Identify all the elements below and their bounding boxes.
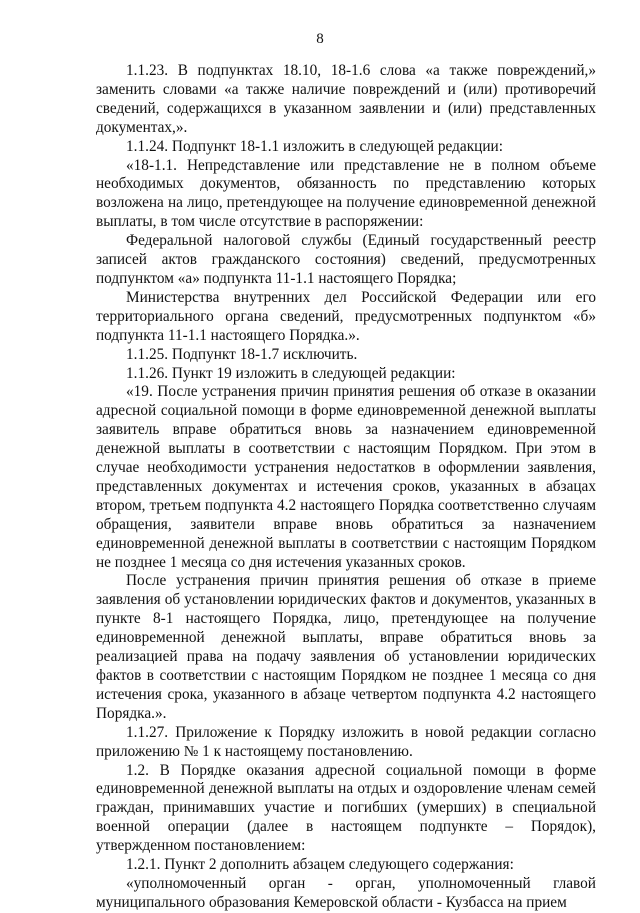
- document-body: [96, 62, 596, 913]
- paragraph-1-1-27: 1.1.27. Приложение к Порядку изложить в новой редакции согласно приложению № 1 к настоящему постановлению.: [96, 723, 596, 760]
- paragraph-tax-service: Федеральной налоговой службы (Единый государственный реестр записей актов гражданского состояния) сведений, предусмотренных подпунктом «а» подпункта 11-1.1 настоящего Порядка;: [96, 232, 596, 287]
- paragraph-1-1-24: 1.1.24. Подпункт 18-1.1 изложить в следующей редакции:: [126, 137, 503, 155]
- paragraph-after-refusal: После устранения причин принятия решения об отказе в приеме заявления об установлении юридических фактов и документов, указанных в пункте 8-1 настоящего Порядка, лицо, претендующее на получение единовременной денежной выплаты, вправе обратиться вновь за реализацией права на подачу заявления об установлении юридических фактов в соответствии с настоящим Порядком не позднее 1 месяца со дня истечения срока, указанного в абзаце четвертом подпункта 4.2 настоящего Порядка.».: [96, 572, 596, 722]
- page-number: 8: [316, 31, 324, 47]
- paragraph-authorized-body: «уполномоченный орган - орган, уполномоченный главой муниципального образования Кемеровской области - Кузбасса на прием: [96, 874, 596, 911]
- paragraph-18-1-1-quote: «18-1.1. Непредставление или представление не в полном объеме необходимых документов, обязанность по представлению которых возложена на лицо, претендующее на получение единовременной денежной выплаты, в том числе отсутствие в распоряжении:: [96, 156, 596, 231]
- paragraph-interior-ministry: Министерства внутренних дел Российской Федерации или его территориального органа сведений, предусмотренных подпунктом «б» подпункта 11-1.1 настоящего Порядка.».: [96, 288, 596, 344]
- paragraph-1-1-26: 1.1.26. Пункт 19 изложить в следующей редакции:: [126, 364, 456, 382]
- paragraph-1-2-1: 1.2.1. Пункт 2 дополнить абзацем следующего содержания:: [126, 856, 514, 874]
- paragraph-1-2: 1.2. В Порядке оказания адресной социальной помощи в форме единовременной денежной выплаты на отдых и оздоровление членам семей граждан, принимавших участие и погибших (умерших) в специальной военной операции (далее в настоящем подпункте – Порядок), утвержденном постановлением:: [96, 761, 596, 855]
- paragraph-19-quote: «19. После устранения причин принятия решения об отказе в оказании адресной социальной помощи в форме единовременной денежной выплаты заявитель вправе обратиться вновь за назначением единовременной денежной выплаты в соответствии с настоящим Порядком. При этом в случае необходимости устранения недостатков в оформлении заявления, представленных документах и истечения сроков, указанных в абзацах втором, третьем подпункта 4.2 настоящего Порядка соответственно случаям обращения, заявители вправе вновь обратиться за назначением единовременной денежной выплаты в соответствии с настоящим Порядком не позднее 1 месяца со дня истечения указанных сроков.: [96, 383, 596, 571]
- paragraph-1-1-23: 1.1.23. В подпунктах 18.10, 18-1.6 слова «а также повреждений,» заменить словами «а также наличие повреждений и (или) противоречий сведений, содержащихся в указанном заявлении и (или) представленных документах,».: [96, 62, 596, 136]
- paragraph-1-1-25: 1.1.25. Подпункт 18-1.7 исключить.: [126, 345, 358, 363]
